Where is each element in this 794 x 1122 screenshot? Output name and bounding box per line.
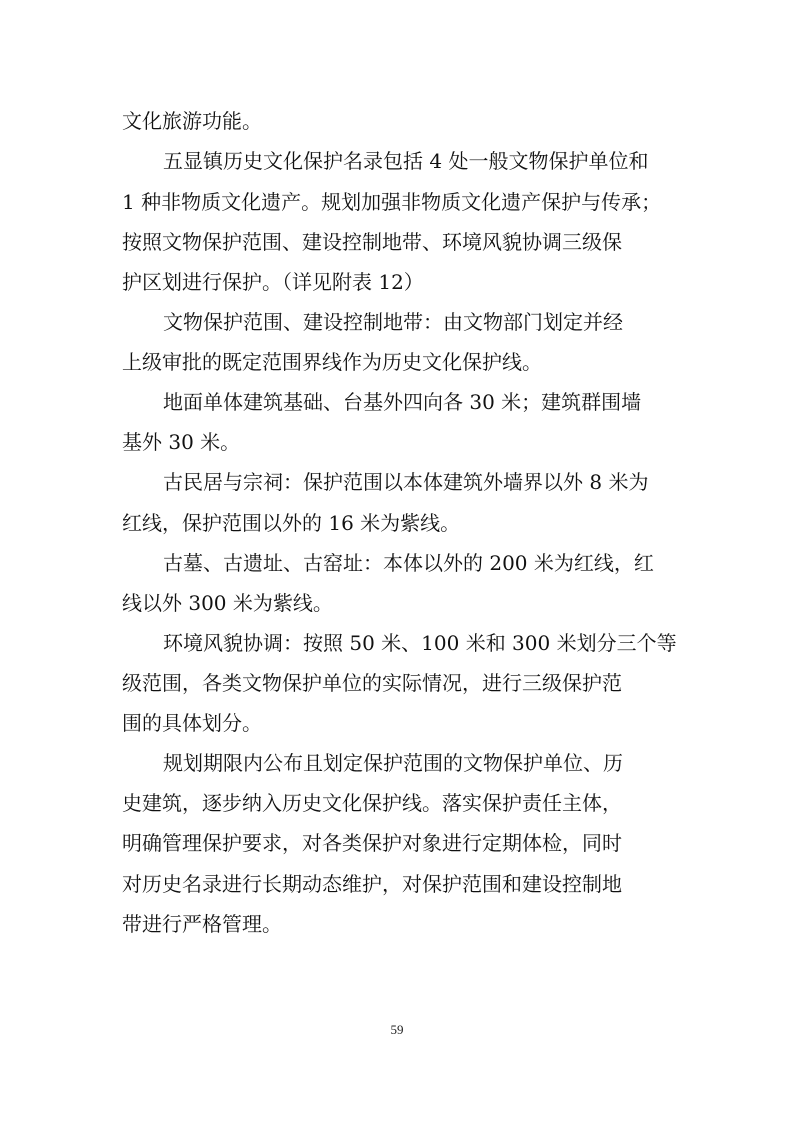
paragraph-line: 护区划进行保护。（详见附表 12）: [122, 270, 424, 294]
paragraph-line: 1 种非物质文化遗产。规划加强非物质文化遗产保护与传承；: [122, 190, 662, 214]
paragraph-line: 按照文物保护范围、建设控制地带、环境风貌协调三级保: [122, 230, 622, 254]
paragraph-line: 基外 30 米。: [122, 430, 241, 454]
page-number: 59: [390, 1022, 404, 1037]
paragraph-line: 明确管理保护要求，对各类保护对象进行定期体检，同时: [122, 831, 622, 855]
paragraph-line: 对历史名录进行长期动态维护，对保护范围和建设控制地: [122, 872, 622, 896]
paragraph-line: 规划期限内公布且划定保护范围的文物保护单位、历: [163, 751, 623, 775]
paragraph-line: 古墓、古遗址、古窑址：本体以外的 200 米为红线，红: [163, 551, 654, 575]
paragraph-line: 史建筑，逐步纳入历史文化保护线。落实保护责任主体，: [122, 791, 622, 815]
paragraph-line: 线以外 300 米为紫线。: [122, 591, 333, 615]
paragraph-line: 古民居与宗祠：保护范围以本体建筑外墙界以外 8 米为: [163, 470, 649, 494]
paragraph-line: 级范围，各类文物保护单位的实际情况，进行三级保护范: [122, 671, 622, 695]
paragraph-line: 文物保护范围、建设控制地带：由文物部门划定并经: [163, 310, 623, 334]
paragraph-line: 围的具体划分。: [122, 711, 262, 735]
paragraph-line: 上级审批的既定范围界线作为历史文化保护线。: [122, 350, 542, 374]
paragraph-line: 带进行严格管理。: [122, 912, 282, 936]
paragraph-line: 地面单体建筑基础、台基外四向各 30 米；建筑群围墙: [163, 390, 642, 414]
paragraph-line: 文化旅游功能。: [122, 109, 262, 133]
paragraph-line: 红线，保护范围以外的 16 米为紫线。: [122, 511, 461, 535]
paragraph-line: 五显镇历史文化保护名录包括 4 处一般文物保护单位和: [163, 149, 649, 173]
paragraph-line: 环境风貌协调：按照 50 米、100 米和 300 米划分三个等: [163, 631, 677, 655]
